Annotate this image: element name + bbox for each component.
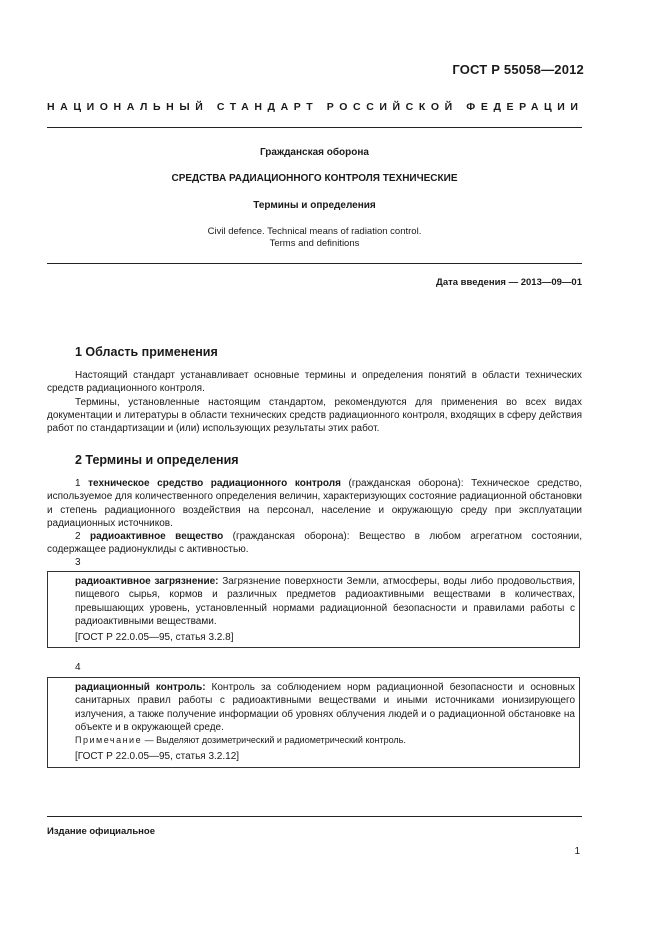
term-2-number: 2 — [75, 531, 81, 542]
section-1-heading: 1 Область применения — [75, 345, 218, 359]
top-divider — [47, 127, 582, 128]
english-title-line-2: Terms and definitions — [269, 238, 360, 249]
term-3-box — [47, 571, 580, 648]
term-2 — [47, 530, 582, 557]
term-4-note-text: — Выделяют дозиметрический и радиометрический контроль. — [144, 735, 406, 746]
term-4-box — [47, 677, 580, 768]
term-4-reference: [ГОСТ Р 22.0.05—95, статья 3.2.12] — [75, 751, 240, 763]
section-2-heading: 2 Термины и определения — [75, 453, 239, 467]
term-1-definition: (гражданская оборона): Техническое средство, используемое для количественного определения величин, характеризующих состояние радиационной обстановки и степень радиационного воздействия на персонал, население и окружающую среду при эксплуатации радиационных источников. — [47, 478, 582, 529]
term-3-reference: [ГОСТ Р 22.0.05—95, статья 3.2.8] — [75, 632, 234, 644]
section-1-body — [47, 369, 582, 435]
page-number: 1 — [574, 846, 580, 857]
national-standard-banner: НАЦИОНАЛЬНЫЙ СТАНДАРТ РОССИЙСКОЙ ФЕДЕРАЦИИ — [47, 101, 584, 113]
term-4-number: 4 — [75, 662, 81, 673]
title-divider — [47, 263, 582, 264]
term-2-definition: (гражданская оборона): Вещество в любом агрегатном состоянии, содержащее радионуклиды с активностью. — [47, 531, 582, 556]
term-3-number: 3 — [75, 557, 81, 568]
term-1-number: 1 — [75, 478, 81, 489]
gost-number: ГОСТ Р 55058—2012 — [452, 62, 584, 77]
term-4-note — [75, 734, 575, 747]
term-1 — [47, 477, 582, 530]
english-title — [47, 226, 582, 250]
title-line-2: СРЕДСТВА РАДИАЦИОННОГО КОНТРОЛЯ ТЕХНИЧЕСКИЕ — [171, 173, 458, 184]
term-2-name: радиоактивное вещество — [90, 531, 224, 542]
term-3-name: радиоактивное загрязнение: — [75, 576, 219, 587]
section-1-paragraph-1: Настоящий стандарт устанавливает основные термины и определения понятий в области технических средств радиационного контроля. — [47, 370, 582, 395]
date-of-introduction: Дата введения — 2013—09—01 — [436, 277, 582, 288]
term-4-note-label: Примечание — [75, 735, 143, 746]
term-3-definition: Загрязнение поверхности Земли, атмосферы, воды либо продовольствия, пищевого сырья, кормов и различных предметов радиоактивными веществами в количествах, превышающих уровень, установленный нормами радиационной безопасности и правилами работы с радиоактивными веществами. — [75, 576, 575, 627]
footer-divider — [47, 816, 582, 817]
term-1-name: техническое средство радиационного контроля — [88, 478, 341, 489]
english-title-line-1: Civil defence. Technical means of radiation control. — [207, 226, 422, 237]
term-4-name: радиационный контроль: — [75, 682, 206, 693]
term-4-definition: Контроль за соблюдением норм радиационной безопасности и основных санитарных правил работы с радиоактивными веществами и иными источниками ионизирующего излучения, а также получение информации об уровнях облучения людей и о радиационной обстановке на объекте и в окружающей среде. — [75, 682, 575, 733]
section-1-paragraph-2: Термины, установленные настоящим стандартом, рекомендуются для применения во всех видах документации и литературы в области технических средств радиационного контроля, входящих в сферу действия работ по стандартизации и (или) использующих результаты этих работ. — [47, 396, 582, 435]
official-edition-label: Издание официальное — [47, 826, 155, 837]
title-line-1: Гражданская оборона — [260, 147, 369, 158]
title-line-3: Термины и определения — [253, 200, 376, 211]
